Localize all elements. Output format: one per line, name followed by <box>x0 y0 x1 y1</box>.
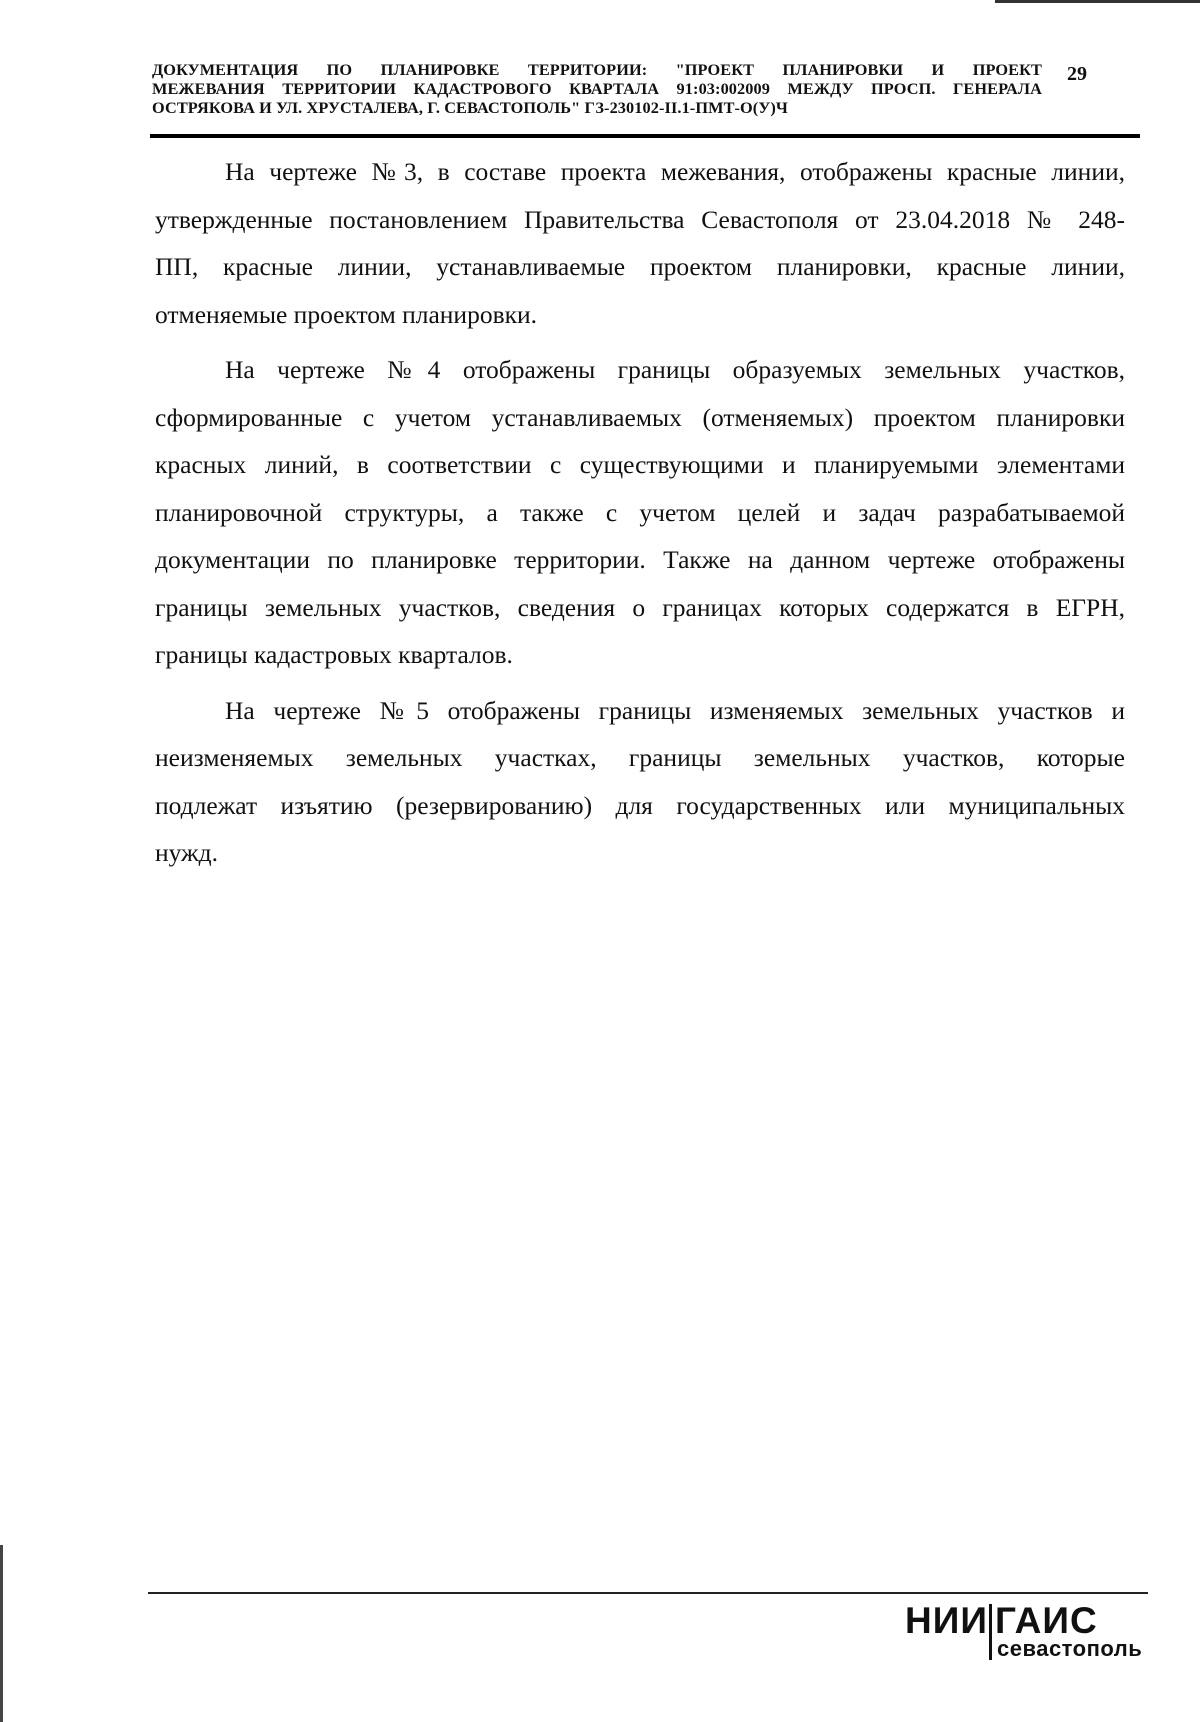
page-header <box>152 60 1087 117</box>
paragraph-line: подлежат изъятию (резервированию) для государственных или муниципальных <box>155 790 1125 820</box>
logo-text-nii: НИИ <box>905 1600 988 1641</box>
paragraph-line: отменяемые проектом планировки. <box>155 299 538 329</box>
scan-edge-left <box>0 1545 3 1722</box>
paragraph-line: На чертеже №3, в составе проекта межевания, отображены красные линии, <box>225 157 1125 186</box>
header-line-2: МЕЖЕВАНИЯ ТЕРРИТОРИИ КАДАСТРОВОГО КВАРТАЛА 91:03:002009 МЕЖДУ ПРОСП. ГЕНЕРАЛА <box>152 79 1042 98</box>
paragraph-line: планировочной структуры, а также с учетом целей и задач разрабатываемой <box>155 497 1125 527</box>
footer-divider <box>148 1592 1148 1594</box>
paragraph-line: границы кадастровых кварталов. <box>155 640 513 669</box>
logo-divider <box>989 1604 992 1660</box>
paragraph-line: сформированные с учетом устанавливаемых (отменяемых) проектом планировки <box>155 402 1125 432</box>
header-line-1: ДОКУМЕНТАЦИЯ ПО ПЛАНИРОВКЕ ТЕРРИТОРИИ: "ПРОЕКТ ПЛАНИРОВКИ И ПРОЕКТ <box>152 60 1042 79</box>
logo-text-gais: ГАИС <box>995 1600 1098 1641</box>
document-title <box>152 60 1042 117</box>
paragraph-line: документации по планировке территории. Также на данном чертеже отображены <box>155 545 1125 574</box>
document-body <box>155 148 1125 885</box>
paragraph-line: утвержденные постановлением Правительства Севастополя от 23.04.2018 № 248- <box>155 204 1125 234</box>
logo-text-city: севастополь <box>997 1636 1143 1661</box>
header-line-3: ОСТРЯКОВА И УЛ. ХРУСТАЛЕВА, Г. СЕВАСТОПОЛЬ" ГЗ-230102-II.1-ПМТ-О(У)Ч <box>152 98 788 117</box>
paragraph-line: На чертеже №4 отображены границы образуемых земельных участков, <box>225 355 1125 384</box>
paragraph-line: нужд. <box>155 838 219 867</box>
paragraph-drawing-3 <box>155 148 1125 338</box>
paragraph-line: красных линий, в соответствии с существующими и планируемыми элементами <box>155 450 1125 479</box>
paragraph-drawing-5 <box>155 687 1125 877</box>
paragraph-line: На чертеже №5 отображены границы изменяемых земельных участков и <box>225 695 1125 725</box>
scan-edge-top <box>995 0 1200 3</box>
paragraph-line: ПП, красные линии, устанавливаемые проектом планировки, красные линии, <box>155 252 1125 281</box>
company-logo <box>905 1600 1150 1675</box>
header-divider <box>150 134 1140 138</box>
paragraph-drawing-4 <box>155 346 1125 679</box>
page-number: 29 <box>1067 63 1087 85</box>
paragraph-line: границы земельных участков, сведения о границах которых содержатся в ЕГРН, <box>155 592 1125 622</box>
paragraph-line: неизменяемых земельных участках, границы земельных участков, которые <box>155 743 1125 772</box>
